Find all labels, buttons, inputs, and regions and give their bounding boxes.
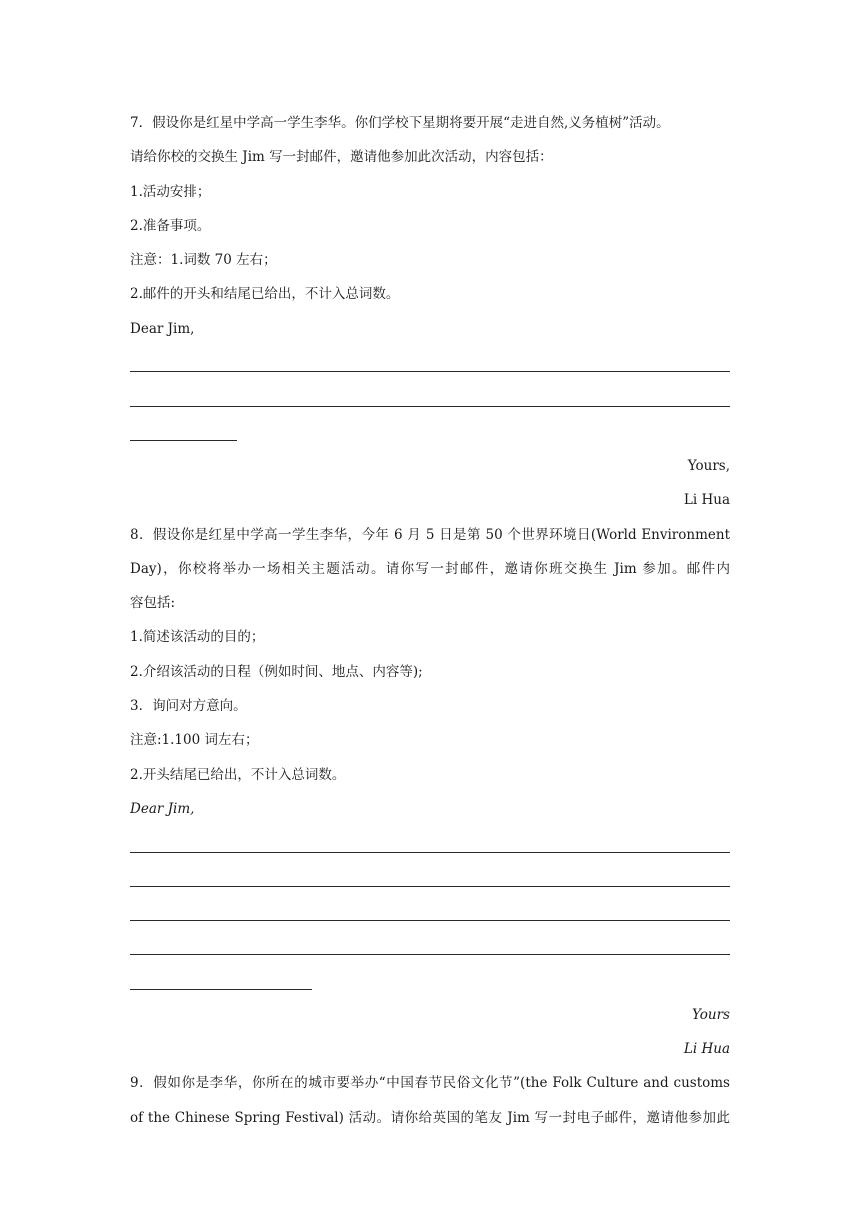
q8-requirement-1: 1.简述该活动的目的； — [130, 629, 265, 646]
answer-rule — [130, 852, 730, 853]
q7-requirement-1: 1.活动安排； — [130, 183, 211, 200]
q7-note-1: 注意：1.词数 70 左右； — [130, 252, 277, 269]
q9-prompt-line-1: 9．假如你是李华，你所在的城市要举办“中国春节民俗文化节”(the Folk Culture and customs — [130, 1075, 730, 1092]
document-page — [130, 106, 730, 1135]
q7-answer-line[interactable] — [130, 415, 730, 449]
q8-answer-line[interactable] — [130, 826, 730, 860]
q8-answer-line[interactable] — [130, 861, 730, 895]
answer-rule — [130, 954, 730, 955]
q8-closing: Yours — [692, 1006, 730, 1023]
q8-prompt-line-1: 8．假设你是红星中学高一学生李华，今年 6 月 5 日是第 50 个世界环境日(World Environment — [130, 526, 730, 543]
answer-rule — [130, 989, 312, 990]
q8-prompt-line-3: 容包括: — [130, 595, 176, 612]
q7-prompt-line-2: 请给你校的交换生 Jim 写一封邮件，邀请他参加此次活动，内容包括： — [130, 149, 553, 166]
q8-answer-line[interactable] — [130, 963, 730, 997]
q8-requirement-3: 3．询问对方意向。 — [130, 698, 247, 715]
q8-answer-line[interactable] — [130, 895, 730, 929]
answer-rule — [130, 406, 730, 407]
q7-closing: Yours, — [687, 457, 730, 474]
q7-answer-line[interactable] — [130, 380, 730, 414]
q8-prompt-line-2: Day)，你校将举办一场相关主题活动。请你写一封邮件，邀请你班交换生 Jim 参加。邮件内 — [130, 560, 730, 577]
q7-greeting: Dear Jim, — [130, 320, 195, 337]
answer-rule — [130, 371, 730, 372]
q7-requirement-2: 2.准备事项。 — [130, 217, 211, 234]
q9-prompt-line-2: of the Chinese Spring Festival) 活动。请你给英国的笔友 Jim 写一封电子邮件，邀请他参加此 — [130, 1109, 730, 1126]
q8-requirement-2: 2.介绍该活动的日程（例如时间、地点、内容等); — [130, 663, 423, 680]
answer-rule — [130, 886, 730, 887]
q7-note-2: 2.邮件的开头和结尾已给出，不计入总词数。 — [130, 286, 400, 303]
q7-prompt-line-1: 7．假设你是红星中学高一学生李华。你们学校下星期将要开展“走进自然,义务植树”活动。 — [130, 115, 670, 131]
q8-note-1: 注意:1.100 词左右； — [130, 732, 259, 749]
q8-note-2: 2.开头结尾已给出，不计入总词数。 — [130, 766, 346, 783]
q8-answer-line[interactable] — [130, 929, 730, 963]
answer-rule — [130, 920, 730, 921]
q8-greeting: Dear Jim, — [130, 800, 195, 817]
q8-signature: Li Hua — [683, 1041, 730, 1058]
answer-rule — [130, 440, 237, 441]
q7-answer-line[interactable] — [130, 346, 730, 380]
q7-signature: Li Hua — [683, 492, 730, 509]
